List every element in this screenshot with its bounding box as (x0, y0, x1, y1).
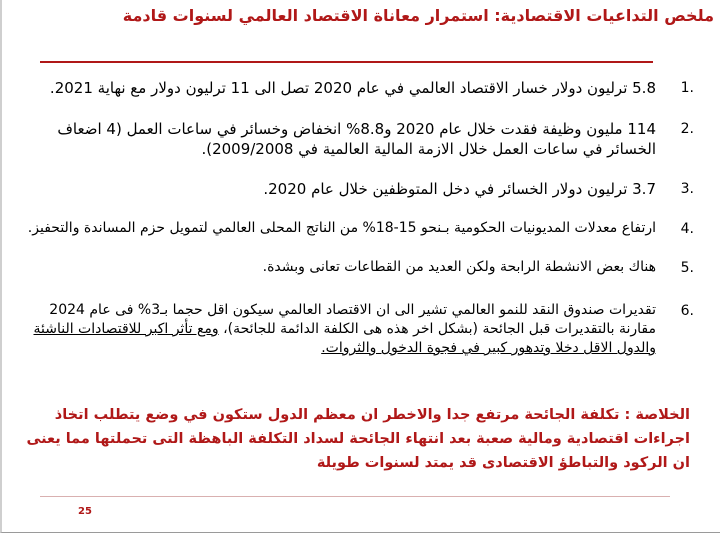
item-text: 114 مليون وظيفة فقدت خلال عام 2020 و8.8% انخفاض وخسائر في ساعات العمل (4 اضعاف الخسائر في ساعات العمل خلال الازمة المالية العالمية في 2009/2008). (57, 120, 656, 158)
item-text: ارتفاع معدلات المديونيات الحكومية بـنحو 15-18% من الناتج المحلى العالمي لتمويل حزم المساندة والتحفيز. (27, 220, 656, 236)
item-text: 3.7 ترليون دولار الخسائر في دخل المتوظفين خلال عام 2020. (263, 180, 656, 198)
list-item (22, 258, 698, 277)
page-number: 25 (78, 506, 92, 517)
item-number: .1 (680, 80, 694, 96)
item-number: .5 (680, 260, 694, 276)
item-text: 5.8 ترليون دولار خسار الاقتصاد العالمي في عام 2020 تصل الى 11 ترليون دولار مع نهاية 2021. (49, 79, 656, 97)
item-text-plain: تقديرات صندوق النقد للنمو العالمي تشير الى ان الاقتصاد العالمي سيكون اقل حجما بـ3% فى عام 2024 مقارنة بالتقديرات قبل الجائحة (بشكل اخر هذه هى الكلفة الدائمة للجائحة)، (49, 302, 656, 337)
footer-divider (40, 496, 670, 497)
slide-title: ملخص التداعيات الاقتصادية: استمرار معاناة الاقتصاد العالمي لسنوات قادمة (122, 6, 714, 25)
item-number: .6 (680, 303, 694, 319)
item-number: .4 (680, 221, 694, 237)
list-item (22, 179, 698, 199)
list-item (22, 119, 698, 159)
item-number: .3 (680, 181, 694, 197)
list-item (22, 219, 698, 238)
list-item (22, 301, 698, 358)
item-text-underlined: ومع تأثر اكبر للاقتصادات الناشئة والدول الاقل دخلا وتدهور كبير في فجوة الدخول والثروات. (33, 321, 656, 356)
bullet-list (22, 78, 698, 358)
list-item (22, 78, 698, 98)
item-text (22, 301, 656, 358)
title-divider (40, 61, 653, 63)
item-number: .2 (680, 121, 694, 137)
conclusion-text: الخلاصة : تكلفة الجائحة مرتفع جدا والاخطر ان معظم الدول ستكون في وضع يتطلب اتخاذ اجراءات اقتصادية ومالية صعبة بعد انتهاء الجائحة لسداد التكلفة الباهظة التى تحملتها مما يعنى ان الركود والتباطؤ الاقتصادى قد يمتد لسنوات طويلة (26, 407, 690, 471)
item-text: هناك بعض الانشطة الرابحة ولكن العديد من القطاعات تعانى وبشدة. (262, 259, 656, 275)
